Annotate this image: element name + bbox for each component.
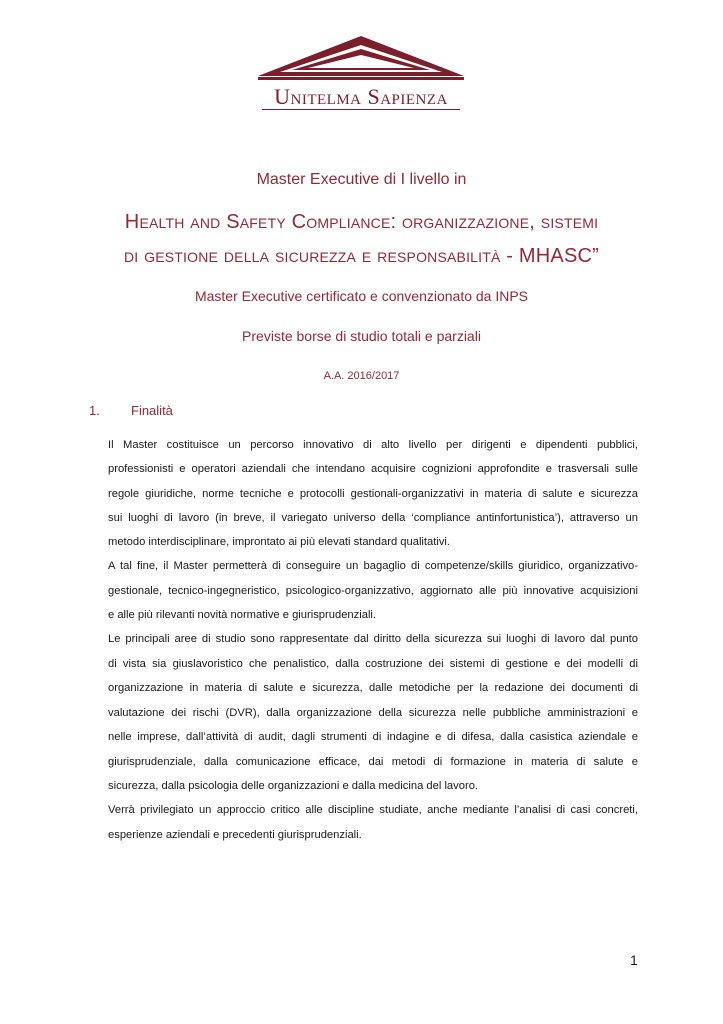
logo-divider xyxy=(262,109,460,110)
section-number: 1. xyxy=(89,403,100,418)
master-title-line-2: di gestione della sicurezza e responsabilità - MHASC” xyxy=(123,245,599,267)
body-line: metodo interdisciplinare, improntato ai più elevati standard qualitativi. xyxy=(108,536,451,548)
body-line: professionisti e operatori aziendali che intendano acquisire cognizioni approfondite e trasversali sulle xyxy=(108,463,638,475)
scholarship-line: Previste borse di studio totali e parziali xyxy=(242,328,481,344)
section-title: Finalità xyxy=(131,403,173,418)
master-subtitle: Master Executive di I livello in xyxy=(256,171,467,188)
body-line: valutazione dei rischi (DVR), dalla organizzazione della sicurezza nelle pubbliche amministrazioni e xyxy=(108,707,638,719)
pediment-icon xyxy=(258,36,464,84)
master-title-line-1: Health and Safety Compliance: organizzazione, sistemi xyxy=(124,211,599,233)
university-logo xyxy=(258,36,464,112)
body-line: sui luoghi di lavoro (in breve, il variegato universo della ‘compliance antinfortunistica’), attraverso un xyxy=(108,512,638,524)
body-line: gestionale, tecnico-ingegneristico, psicologico-organizzativo, aggiornato alle più innovative acquisizioni xyxy=(108,585,638,597)
body-line: di vista sia giuslavoristico che penalistico, dalla costruzione dei sistemi di gestione e dei modelli di xyxy=(108,658,638,670)
page-number: 1 xyxy=(630,952,638,968)
body-line: nelle imprese, dall’attività di audit, dagli strumenti di indagine e di difesa, dalla casistica aziendale e xyxy=(108,731,638,743)
body-line: Verrà privilegiato un approccio critico alle discipline studiate, anche mediante l’analisi di casi concreti, xyxy=(108,804,638,816)
certification-line: Master Executive certificato e convenzionato da INPS xyxy=(194,288,529,304)
body-line: Il Master costituisce un percorso innovativo di alto livello per dirigenti e dipendenti pubblici, xyxy=(108,439,638,451)
body-line: e alle più rilevanti novità normative e giurisprudenziali. xyxy=(108,609,377,621)
body-line: sicurezza, dalla psicologia delle organizzazioni e dalla medicina del lavoro. xyxy=(108,780,479,792)
body-line: A tal fine, il Master permetterà di conseguire un bagaglio di competenze/skills giuridico, organizzativo- xyxy=(108,560,638,572)
body-line: organizzazione in materia di salute e sicurezza, dalle metodiche per la redazione dei documenti di xyxy=(108,682,638,694)
logo-wordmark: Unitelma Sapienza xyxy=(274,84,448,109)
body-line: esperienze aziendali e precedenti giurisprudenziali. xyxy=(108,829,362,841)
body-line: Le principali aree di studio sono rappresentate dal diritto della sicurezza sui luoghi di lavoro dal punto xyxy=(108,633,638,645)
body-line: regole giuridiche, norme tecniche e protocolli gestionali-organizzativi in materia di salute e sicurezza xyxy=(108,488,638,500)
body-line: giurisprudenziale, dalla comunicazione efficace, dai metodi di formazione in materia di salute e xyxy=(108,756,638,768)
academic-year: A.A. 2016/2017 xyxy=(323,370,400,382)
section-heading xyxy=(89,403,173,418)
